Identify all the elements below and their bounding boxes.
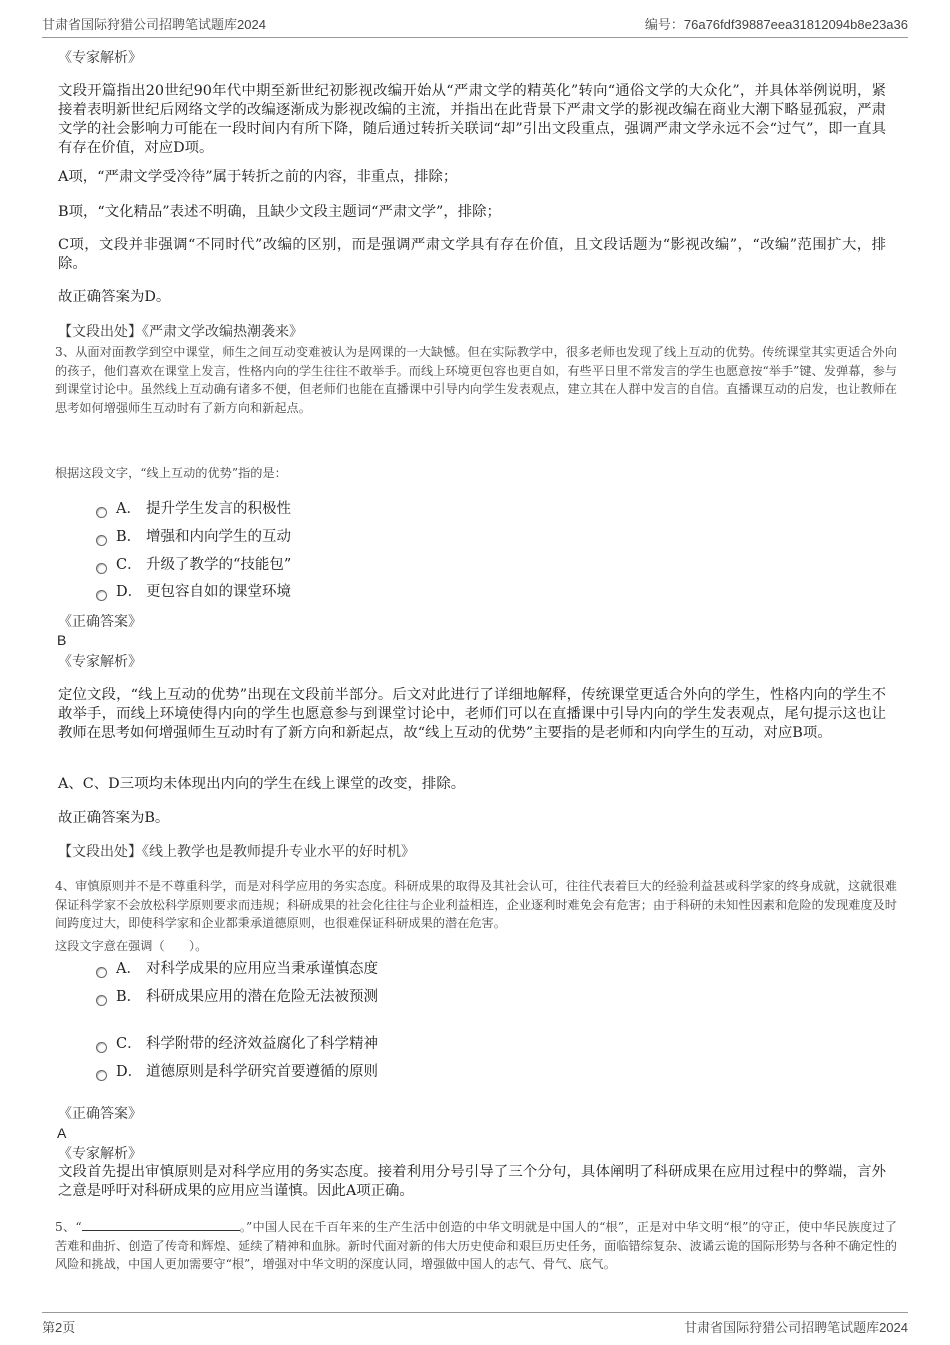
answer-label: 《正确答案》 xyxy=(58,614,142,630)
answer-label: 《正确答案》 xyxy=(58,1106,142,1122)
header-serial: 编号：76a76fdf39887eea31812094b8e23a36 xyxy=(644,17,908,32)
radio-button[interactable] xyxy=(96,507,107,518)
header-title: 甘肃省国际狩猎公司招聘笔试题库2024 xyxy=(42,17,266,32)
question-prompt: 这段文字意在强调（ ）。 xyxy=(55,939,208,953)
option-letter: B． xyxy=(116,989,142,1005)
question-stem xyxy=(55,1217,897,1274)
option-a[interactable] xyxy=(96,499,291,519)
question-stem: 3、从面对面教学到空中课堂，师生之间互动变难被认为是网课的一大缺憾。但在实际教学中，很多老师也发现了线上互动的优势。传统课堂其实更适合外向的孩子，他们喜欢在课堂上发言，性格内向的学生往往不敢举手。而线上环境更包容也更自如，有些平日里不常发言的学生也愿意按“举手”键、发弹幕，参与到课堂讨论中。虽然线上互动确有诸多不便，但老师们也能在直播课中引导内向学生发表观点，建立其在人群中发言的自信。直播课互动的启发，也让教师在思考如何增强师生互动时有了新方向和新起点。 xyxy=(55,345,897,415)
option-b[interactable] xyxy=(96,527,291,547)
analysis-paragraph: 定位文段，“线上互动的优势”出现在文段前半部分。后文对此进行了详细地解释，传统课堂更适合外向的学生，性格内向的学生不敢举手，而线上环境使得内向的学生也愿意参与到课堂讨论中，老师们可以在直播课中引导内向的学生发表观点，尾句提示这也让教师在思考如何增强师生互动时有了新方向和新起点，故“线上互动的优势”主要指的是老师和内向学生的互动，对应B项。 xyxy=(58,687,886,741)
option-d[interactable] xyxy=(96,1062,378,1082)
option-text: 提升学生发言的积极性 xyxy=(146,501,291,517)
blank-line xyxy=(82,1217,240,1231)
analysis-label: 《专家解析》 xyxy=(58,50,142,66)
option-text: 科研成果应用的潜在危险无法被预测 xyxy=(146,989,378,1005)
radio-button[interactable] xyxy=(96,995,107,1006)
option-text: 增强和内向学生的互动 xyxy=(146,529,291,545)
radio-button[interactable] xyxy=(96,535,107,546)
source-citation: 【文段出处】《严肃文学改编热潮袭来》 xyxy=(58,324,303,340)
analysis-paragraph: C项，文段并非强调“不同时代”改编的区别，而是强调严肃文学具有存在价值，且文段话题为“影视改编”，“改编”范围扩大，排除。 xyxy=(58,237,886,272)
stem-text: 。”中国人民在千百年来的生产生活中创造的中华文明就是中国人的“根”，正是对中华文明“根”的守正，使中华民族度过了苦难和曲折、创造了传奇和辉煌、延续了精神和血脉。新时代面对新的伟大历史使命和艰巨历史任务，面临错综复杂、波谲云诡的国际形势与各种不确定性的风险和挑战，中国人更加需要守“根”，增强对中华文明的深度认同，增强做中国人的志气、骨气、底气。 xyxy=(55,1220,897,1271)
correct-answer: B xyxy=(57,632,67,648)
option-text: 对科学成果的应用应当秉承谨慎态度 xyxy=(146,961,378,977)
analysis-label: 《专家解析》 xyxy=(58,654,142,670)
page-header xyxy=(42,14,908,38)
analysis-paragraph: A项，“严肃文学受冷待”属于转折之前的内容，非重点，排除； xyxy=(58,169,458,185)
correct-answer: A xyxy=(57,1125,67,1141)
analysis-paragraph: B项，“文化精品”表述不明确，且缺少文段主题词“严肃文学”，排除； xyxy=(58,204,501,220)
radio-button[interactable] xyxy=(96,967,107,978)
option-text: 科学附带的经济效益腐化了科学精神 xyxy=(146,1036,378,1052)
radio-button[interactable] xyxy=(96,1070,107,1081)
source-citation: 【文段出处】《线上教学也是教师提升专业水平的好时机》 xyxy=(58,844,415,860)
option-text: 道德原则是科学研究首要遵循的原则 xyxy=(146,1064,378,1080)
page-number: 第2页 xyxy=(42,1320,76,1335)
option-letter: A． xyxy=(116,501,141,517)
answer-conclusion: 故正确答案为D。 xyxy=(58,289,171,305)
option-letter: A． xyxy=(116,961,141,977)
option-letter: B． xyxy=(116,529,142,545)
option-letter: C． xyxy=(116,1036,142,1052)
analysis-paragraph: A、C、D三项均未体现出内向的学生在线上课堂的改变，排除。 xyxy=(58,776,466,792)
option-c[interactable] xyxy=(96,555,291,575)
analysis-label: 《专家解析》 xyxy=(58,1146,142,1162)
option-c[interactable] xyxy=(96,1034,378,1054)
answer-conclusion: 故正确答案为B。 xyxy=(58,810,170,826)
radio-button[interactable] xyxy=(96,563,107,574)
option-letter: C． xyxy=(116,557,142,573)
option-d[interactable] xyxy=(96,582,291,602)
question-prompt: 根据这段文字，“线上互动的优势”指的是： xyxy=(55,466,287,480)
footer-title: 甘肃省国际狩猎公司招聘笔试题库2024 xyxy=(684,1320,908,1335)
option-text: 升级了教学的“技能包” xyxy=(146,557,292,573)
page-footer xyxy=(42,1312,908,1336)
radio-button[interactable] xyxy=(96,1042,107,1053)
option-letter: D． xyxy=(116,584,143,600)
analysis-paragraph: 文段开篇指出20世纪90年代中期至新世纪初影视改编开始从“严肃文学的精英化”转向“通俗文学的大众化”，并具体举例说明，紧接着表明新世纪后网络文学的改编逐渐成为影视改编的主流，并指出在此背景下严肃文学的影视改编在商业大潮下略显孤寂，严肃文学的社会影响力可能在一段时间内有所下降，随后通过转折关联词“却”引出文段重点，强调严肃文学永远不会“过气”，即一直具有存在价值，对应D项。 xyxy=(58,83,886,156)
question-stem: 4、审慎原则并不是不尊重科学，而是对科学应用的务实态度。科研成果的取得及其社会认可，往往代表着巨大的经验利益甚或科学家的终身成就，这就很难保证科学家不会放松科学原则要求而违规；科研成果的社会化往往与企业利益相连，企业逐利时难免会有危害；由于科研的未知性因素和危险的发现难度及时间跨度过大，即使科学家和企业都秉承道德原则，也很难保证科研成果的潜在危害。 xyxy=(55,879,897,930)
option-text: 更包容自如的课堂环境 xyxy=(146,584,291,600)
option-b[interactable] xyxy=(96,987,378,1007)
option-letter: D． xyxy=(116,1064,143,1080)
stem-prefix: 5、“ xyxy=(55,1220,82,1234)
radio-button[interactable] xyxy=(96,590,107,601)
analysis-paragraph: 文段首先提出审慎原则是对科学应用的务实态度。接着利用分号引导了三个分句，具体阐明了科研成果在应用过程中的弊端，言外之意是呼吁对科研成果的应用应当谨慎。因此A项正确。 xyxy=(58,1164,886,1199)
option-a[interactable] xyxy=(96,959,378,979)
